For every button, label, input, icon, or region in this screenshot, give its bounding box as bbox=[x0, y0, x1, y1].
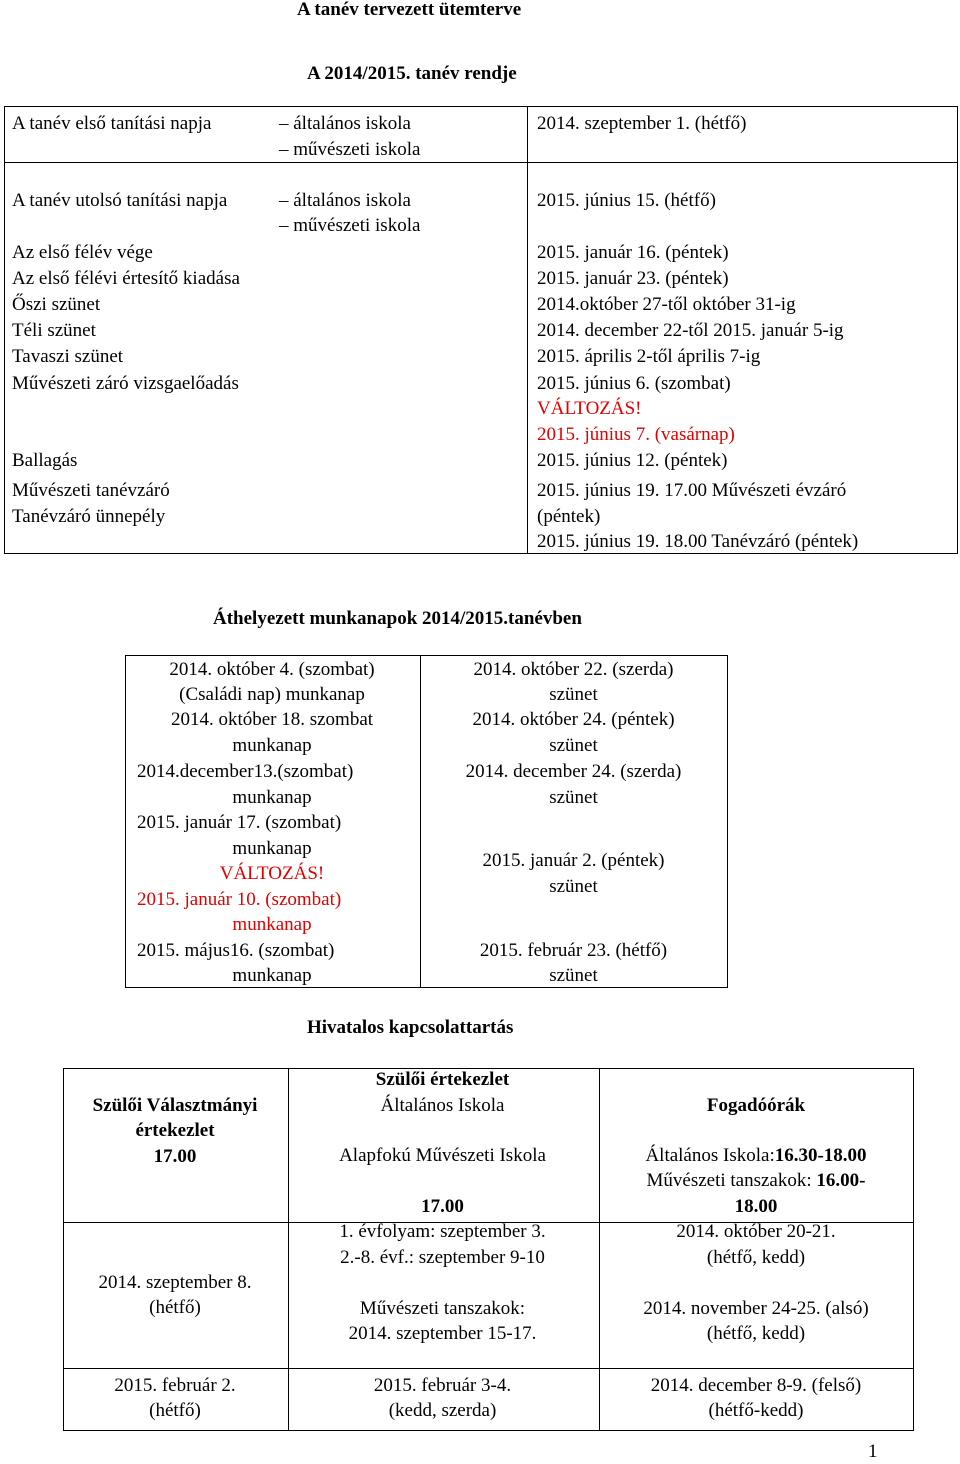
moved-day-type: munkanap bbox=[232, 838, 312, 859]
schedule-label: Művészeti záró vizsgaelőadás bbox=[12, 373, 239, 394]
moved-day-type: munkanap bbox=[232, 787, 312, 808]
contact-day: (kedd, szerda) bbox=[388, 1400, 497, 1421]
moved-day-date: 2014.december13.(szombat) bbox=[137, 761, 354, 782]
schedule-label: A tanév első tanítási napja bbox=[12, 113, 212, 134]
schedule-value: 2014.október 27-től október 31-ig bbox=[537, 294, 796, 315]
contact-date: 1. évfolyam: szeptember 3. bbox=[339, 1221, 546, 1242]
contact-heading-line: Szülői Választmányi bbox=[92, 1095, 258, 1116]
page-number: 1 bbox=[868, 1441, 878, 1462]
schedule-sublabel: – művészeti iskola bbox=[279, 139, 421, 160]
schedule-label: Téli szünet bbox=[12, 320, 96, 341]
moved-day-type: szünet bbox=[549, 876, 598, 897]
moved-day-type: szünet bbox=[549, 787, 598, 808]
schedule-value: 2015. április 2-től április 7-ig bbox=[537, 346, 761, 367]
schedule-label: Tavaszi szünet bbox=[12, 346, 124, 367]
moved-day-date: 2014. október 18. szombat bbox=[170, 709, 374, 730]
contact-day: (hétfő-kedd) bbox=[708, 1400, 804, 1421]
moved-days-heading: Áthelyezett munkanapok 2014/2015.tanévben bbox=[213, 608, 582, 629]
office-hours-label: Általános Iskola: bbox=[645, 1145, 775, 1166]
contact-date: 2014. október 20-21. bbox=[676, 1221, 836, 1242]
moved-day-type-changed: munkanap bbox=[232, 914, 312, 935]
schedule-value: 2014. szeptember 1. (hétfő) bbox=[537, 113, 747, 134]
schedule-label: Az első félévi értesítő kiadása bbox=[12, 268, 240, 289]
contact-date: 2015. február 3-4. bbox=[373, 1375, 512, 1396]
moved-day-date: 2014. október 24. (péntek) bbox=[472, 709, 675, 730]
contact-date: 2015. február 2. bbox=[114, 1375, 236, 1396]
office-hours-label: Művészeti tanszakok: bbox=[646, 1170, 817, 1191]
moved-day-type: (Családi nap) munkanap bbox=[179, 684, 365, 705]
schedule-sublabel: – általános iskola bbox=[279, 190, 411, 211]
moved-day-date-changed: 2015. január 10. (szombat) bbox=[137, 889, 342, 910]
moved-day-date: 2015. január 2. (péntek) bbox=[482, 850, 665, 871]
schedule-sublabel: – művészeti iskola bbox=[279, 215, 421, 236]
schedule-value: (péntek) bbox=[537, 506, 601, 527]
change-notice: VÁLTOZÁS! bbox=[219, 863, 325, 884]
moved-day-type: munkanap bbox=[232, 735, 312, 756]
moved-day-type: szünet bbox=[549, 965, 598, 986]
schedule-label: Ballagás bbox=[12, 450, 78, 471]
office-hours-time: 16.00- bbox=[816, 1170, 866, 1191]
contact-date: 2014. szeptember 15-17. bbox=[348, 1323, 537, 1344]
contact-subheading: Általános Iskola bbox=[380, 1095, 505, 1116]
schedule-value: 2015. június 6. (szombat) bbox=[537, 373, 731, 394]
moved-day-date: 2015. január 17. (szombat) bbox=[137, 812, 342, 833]
schedule-sublabel: – általános iskola bbox=[279, 113, 411, 134]
contact-heading-line: Fogadóórák bbox=[706, 1095, 806, 1116]
contact-date: 2.-8. évf.: szeptember 9-10 bbox=[340, 1247, 545, 1268]
moved-day-date: 2015. február 23. (hétfő) bbox=[479, 940, 668, 961]
moved-day-type: munkanap bbox=[232, 965, 312, 986]
office-hours-time: 18.00 bbox=[734, 1196, 778, 1217]
contact-day: (hétfő, kedd) bbox=[706, 1323, 806, 1344]
contact-date: 2014. december 8-9. (felső) bbox=[650, 1375, 862, 1396]
contact-time: 17.00 bbox=[421, 1196, 464, 1217]
contact-date: 2014. november 24-25. (alsó) bbox=[643, 1298, 869, 1319]
office-hours-time: 16.30-18.00 bbox=[774, 1145, 867, 1166]
contact-subheading: Művészeti tanszakok: bbox=[359, 1298, 526, 1319]
contact-day: (hétfő) bbox=[149, 1297, 201, 1318]
schedule-value: 2015. január 23. (péntek) bbox=[537, 268, 729, 289]
contact-heading: Hivatalos kapcsolattartás bbox=[307, 1017, 514, 1038]
schedule-value: 2015. június 15. (hétfő) bbox=[537, 190, 716, 211]
moved-day-date: 2014. december 24. (szerda) bbox=[465, 761, 682, 782]
schedule-value-changed: 2015. június 7. (vasárnap) bbox=[537, 424, 735, 445]
schedule-label: Tanévzáró ünnepély bbox=[12, 506, 166, 527]
office-hours-general bbox=[598, 1144, 914, 1168]
moved-day-date: 2015. május16. (szombat) bbox=[137, 940, 335, 961]
contact-heading-line: Szülői értekezlet bbox=[375, 1069, 510, 1090]
moved-day-type: szünet bbox=[549, 684, 598, 705]
schedule-label: A tanév utolsó tanítási napja bbox=[12, 190, 228, 211]
moved-day-type: szünet bbox=[549, 735, 598, 756]
schedule-label: Őszi szünet bbox=[12, 294, 101, 315]
schedule-label: Művészeti tanévzáró bbox=[12, 480, 170, 501]
schedule-value: 2015. június 19. 17.00 Művészeti évzáró bbox=[537, 480, 847, 501]
schedule-value: 2015. június 19. 18.00 Tanévzáró (péntek) bbox=[537, 531, 859, 552]
contact-time: 17.00 bbox=[153, 1146, 197, 1167]
schedule-value: 2015. június 12. (péntek) bbox=[537, 450, 728, 471]
schedule-value: 2015. január 16. (péntek) bbox=[537, 242, 729, 263]
page-title: A tanév tervezett ütemterve bbox=[297, 0, 522, 20]
moved-day-date: 2014. október 4. (szombat) bbox=[169, 659, 375, 680]
schedule-label: Az első félév vége bbox=[12, 242, 153, 263]
office-hours-art bbox=[598, 1169, 914, 1193]
contact-date: 2014. szeptember 8. bbox=[98, 1272, 252, 1293]
contact-heading-line: értekezlet bbox=[135, 1120, 215, 1141]
contact-subheading: Alapfokú Művészeti Iskola bbox=[339, 1145, 546, 1166]
schedule-value: 2014. december 22-től 2015. január 5-ig bbox=[537, 320, 844, 341]
contact-day: (hétfő) bbox=[149, 1400, 201, 1421]
page-subtitle: A 2014/2015. tanév rendje bbox=[307, 63, 517, 84]
contact-day: (hétfő, kedd) bbox=[706, 1247, 806, 1268]
moved-day-date: 2014. október 22. (szerda) bbox=[473, 659, 674, 680]
change-notice: VÁLTOZÁS! bbox=[537, 398, 642, 419]
